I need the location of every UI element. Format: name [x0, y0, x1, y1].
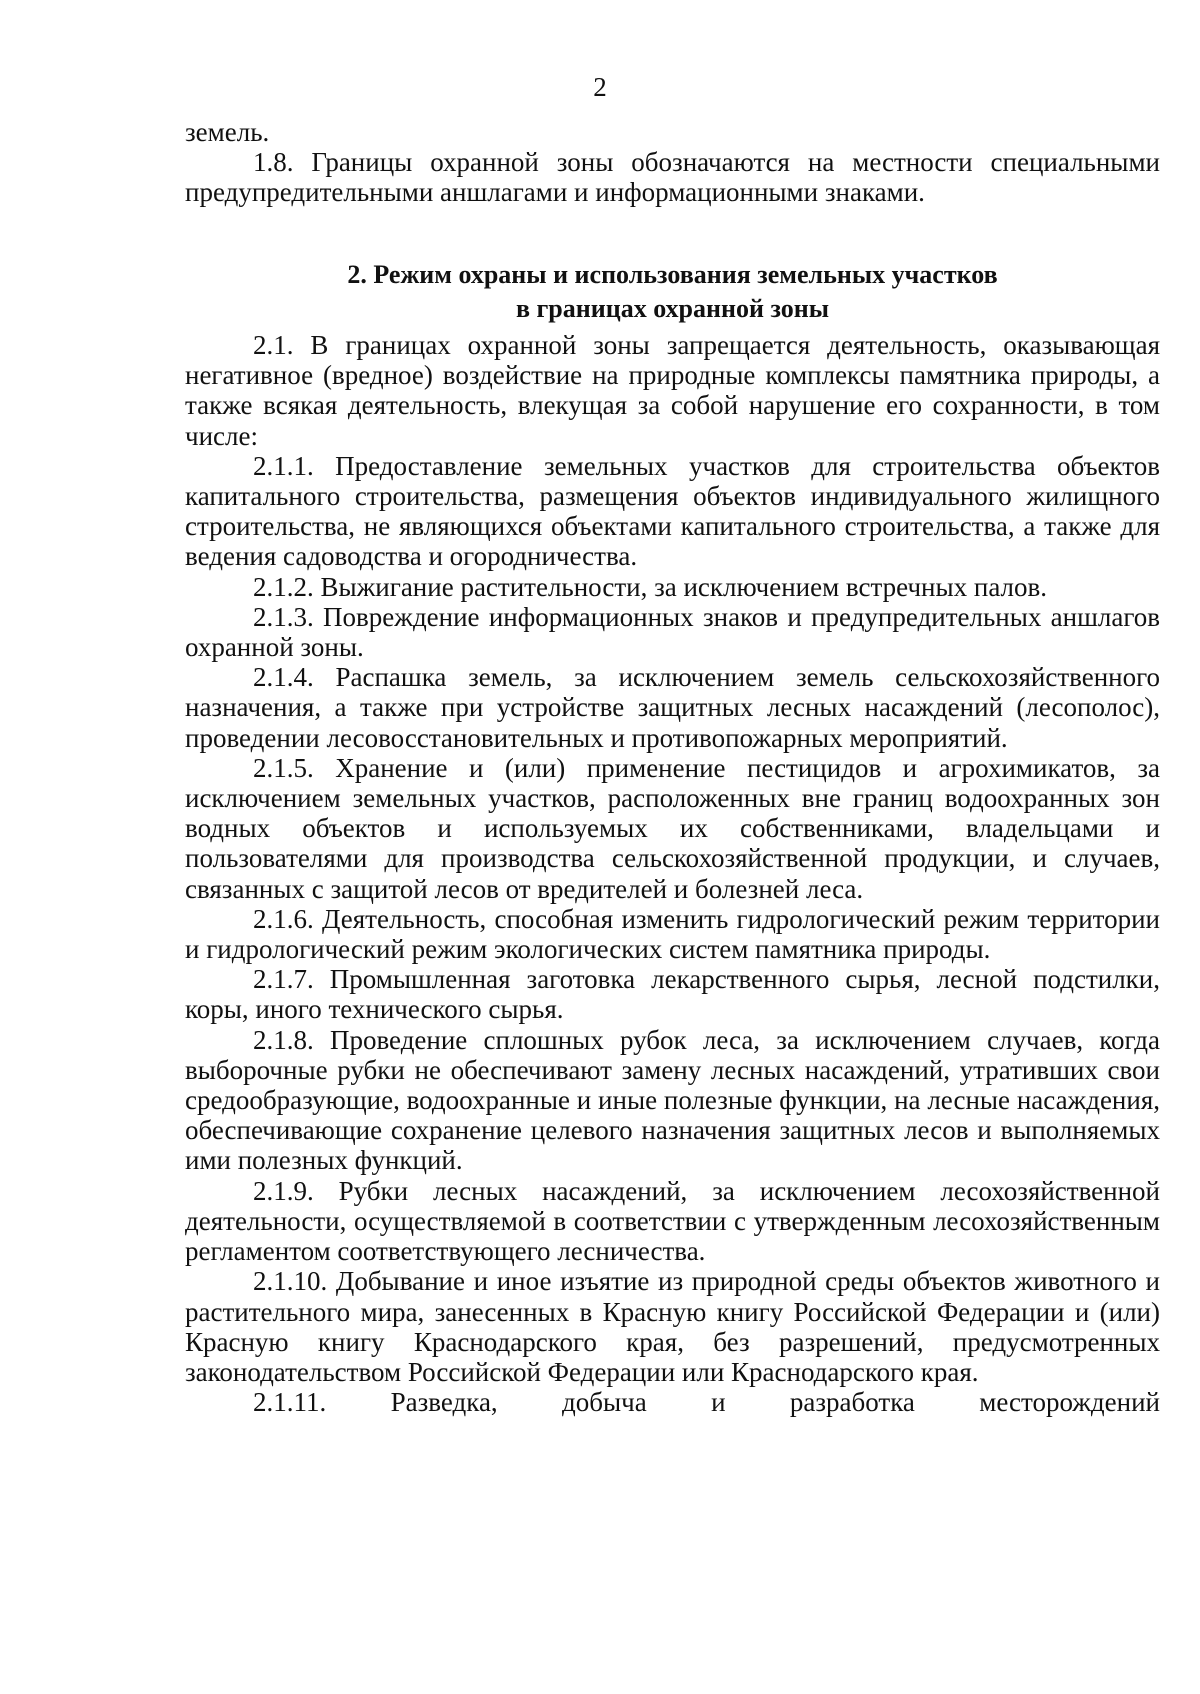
paragraph-2-1-5: 2.1.5. Хранение и (или) применение пестицидов и агрохимикатов, за исключением земельных участков, расположенных вне границ водоохранных зон водных объектов и используемых их собственниками, владельцами и пользователями для производства сельскохозяйственной продукции, и случаев, связанных с защитой лесов от вредителей и болезней леса. [185, 752, 1160, 904]
page-number: 2 [593, 72, 607, 102]
paragraph-2-1-8: 2.1.8. Проведение сплошных рубок леса, за исключением случаев, когда выборочные рубки не обеспечивают замену лесных насаждений, утративших свои средообразующие, водоохранные и иные полезные функции, на лесные насаждения, обеспечивающие сохранение целевого назначения защитных лесов и выполняемых ими полезных функций. [185, 1024, 1160, 1176]
paragraph-2-1: 2.1. В границах охранной зоны запрещается деятельность, оказывающая негативное (вредное) воздействие на природные комплексы памятника природы, а также всякая деятельность, влекущая за собой нарушение его сохранности, в том числе: [185, 330, 1160, 451]
paragraph-2-1-2: 2.1.2. Выжигание растительности, за исключением встречных палов. [253, 571, 1048, 602]
paragraph-2-1-10: 2.1.10. Добывание и иное изъятие из природной среды объектов животного и растительного мира, занесенных в Красную книгу Российской Федерации и (или) Красную книгу Краснодарского края, без разрешений, предусмотренных законодательством Российской Федерации или Краснодарского края. [185, 1266, 1160, 1387]
paragraph-1-8: 1.8. Границы охранной зоны обозначаются на местности специальными предупредительными аншлагами и информационными знаками. [185, 147, 1160, 208]
continuation-text: земель. [185, 117, 270, 147]
paragraph-2-1-7: 2.1.7. Промышленная заготовка лекарственного сырья, лесной подстилки, коры, иного технического сырья. [185, 964, 1160, 1025]
section-2-body [185, 330, 1160, 1417]
section-2-heading-line-1: 2. Режим охраны и использования земельных участков [347, 260, 998, 289]
paragraph-2-1-9: 2.1.9. Рубки лесных насаждений, за исключением лесохозяйственной деятельности, осуществляемой в соответствии с утвержденным лесохозяйственным регламентом соответствующего лесничества. [185, 1175, 1160, 1267]
section-2-heading [185, 258, 1160, 326]
paragraph-2-1-11: 2.1.11. Разведка, добыча и разработка месторождений [253, 1387, 1160, 1418]
section-2-heading-line-2: в границах охранной зоны [515, 294, 830, 323]
paragraph-2-1-1: 2.1.1. Предоставление земельных участков для строительства объектов капитального строительства, размещения объектов индивидуального жилищного строительства, не являющихся объектами капитального строительства, а также для ведения садоводства и огородничества. [185, 450, 1160, 572]
paragraph-2-1-3: 2.1.3. Повреждение информационных знаков и предупредительных аншлагов охранной зоны. [185, 601, 1160, 663]
paragraph-2-1-4: 2.1.4. Распашка земель, за исключением земель сельскохозяйственного назначения, а также при устройстве защитных лесных насаждений (лесополос), проведении лесовосстановительных и противопожарных мероприятий. [185, 662, 1160, 753]
intro-block [185, 117, 1160, 208]
paragraph-2-1-6: 2.1.6. Деятельность, способная изменить гидрологический режим территории и гидрологический режим экологических систем памятника природы. [185, 903, 1160, 965]
